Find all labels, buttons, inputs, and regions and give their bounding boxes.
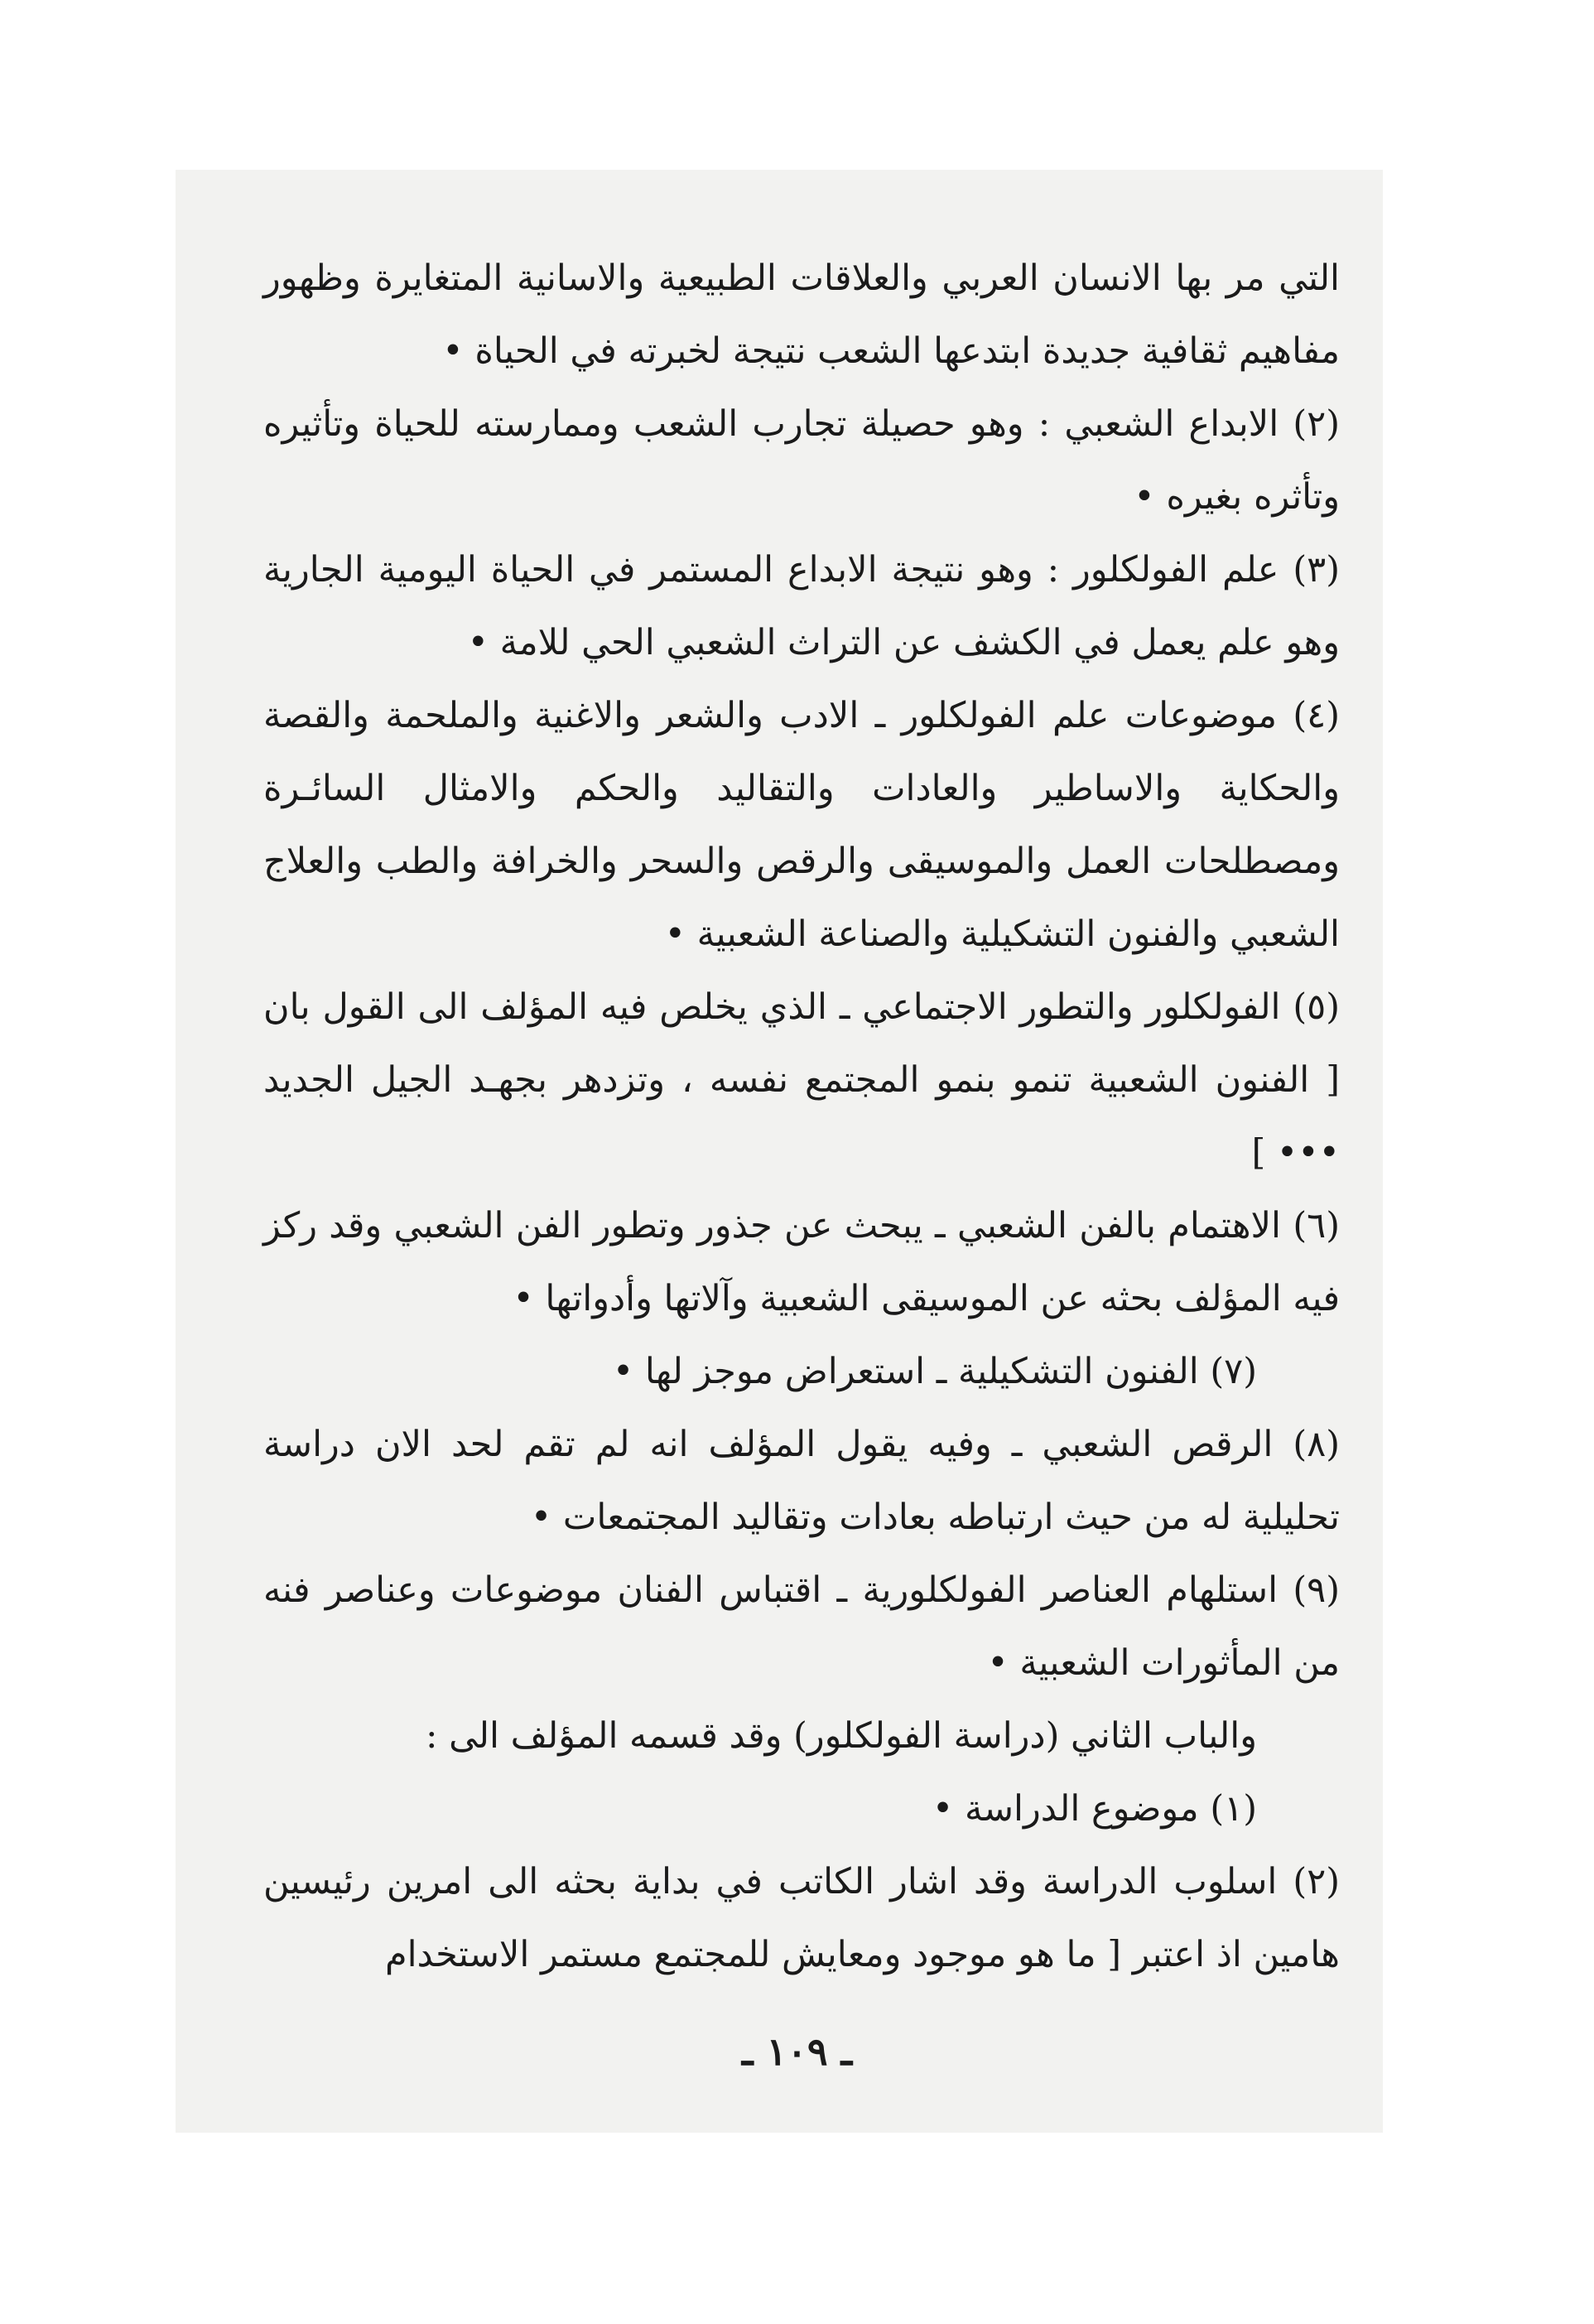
paragraph-item-8: (٨) الرقص الشعبي ـ وفيه يقول المؤلف انه لم تقم لحد الان دراسة تحليلية له من حيث ارتباطه بعادات وتقاليد المجتمعات • — [263, 1424, 1340, 1538]
paragraph-item-2: (٢) الابداع الشعبي : وهو حصيلة تجارب الشعب وممارسته للحياة وتأثيره وتأثره بغيره • — [263, 403, 1340, 518]
paragraph-item-7: (٧) الفنون التشكيلية ـ استعراض موجز لها • — [612, 1351, 1257, 1392]
paragraph-item-4: (٤) موضوعات علم الفولكلور ـ الادب والشعر والاغنية والملحمة والقصة والحكاية والاساطير والعادات والتقاليد والحكم والامثال السائـرة ومصطلحات العمل والموسيقى والرقص والسحر والخرافة والطب والعلاج الشعبي والفنون التشكيلية والصناعة الشعبية • — [263, 695, 1340, 955]
paragraph-item-5: (٥) الفولكلور والتطور الاجتماعي ـ الذي يخلص فيه المؤلف الى القول بان [ الفنون الشعبية تنمو بنمو المجتمع نفسه ، وتزدهر بجهـد الجيل الجديد ••• ] — [263, 986, 1340, 1174]
page-number: ـ ١٠٩ ـ — [741, 2029, 853, 2074]
body-text — [263, 242, 1340, 1991]
paragraph-intro-continuation: التي مر بها الانسان العربي والعلاقات الطبيعية والاسانية المتغايرة وظهور مفاهيم ثقافية جديدة ابتدعها الشعب نتيجة لخبرته في الحياة • — [263, 258, 1340, 372]
paragraph-item-6: (٦) الاهتمام بالفن الشعبي ـ يبحث عن جذور وتطور الفن الشعبي وقد ركز فيه المؤلف بحثه عن الموسيقى الشعبية وآلاتها وأدواتها • — [263, 1205, 1340, 1319]
paragraph-subitem-2: (٢) اسلوب الدراسة وقد اشار الكاتب في بداية بحثه الى امرين رئيسين هامين اذ اعتبر [ ما هو موجود ومعايش للمجتمع مستمر الاستخدام — [263, 1861, 1340, 1975]
paragraph-chapter-two: والباب الثاني (دراسة الفولكلور) وقد قسمه المؤلف الى : — [425, 1715, 1257, 1757]
paragraph-subitem-1: (١) موضوع الدراسة • — [932, 1788, 1257, 1830]
paragraph-item-3: (٣) علم الفولكلور : وهو نتيجة الابداع المستمر في الحياة اليومية الجارية وهو علم يعمل في الكشف عن التراث الشعبي الحي للامة • — [263, 549, 1341, 663]
paragraph-item-9: (٩) استلهام العناصر الفولكلورية ـ اقتباس الفنان موضوعات وعناصر فنه من المأثورات الشعبية • — [263, 1569, 1340, 1684]
